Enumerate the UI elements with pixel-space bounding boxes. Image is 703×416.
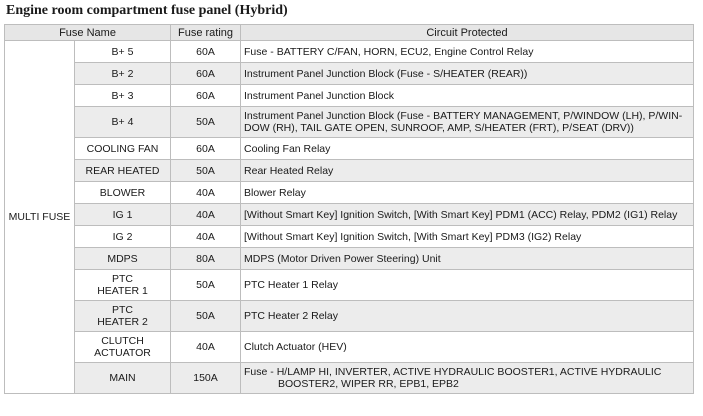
table-row <box>5 301 694 332</box>
fuse-rating-cell: 60A <box>171 63 241 85</box>
table-row <box>5 270 694 301</box>
circuit-protected-cell <box>241 226 694 248</box>
fuse-name-cell <box>75 63 171 85</box>
fuse-name-cell <box>75 138 171 160</box>
table-body <box>5 41 694 394</box>
circuit-line: [Without Smart Key] Ignition Switch, [With Smart Key] PDM1 (ACC) Relay, PDM2 (IG1) Relay <box>244 208 678 221</box>
circuit-line: BOOSTER2, WIPER RR, EPB1, EPB2 <box>278 378 459 390</box>
fuse-name-line: B+ 2 <box>111 67 134 80</box>
table-row <box>5 63 694 85</box>
table-row <box>5 182 694 204</box>
circuit-protected-cell <box>241 270 694 301</box>
circuit-protected-cell <box>241 160 694 182</box>
fuse-name-cell <box>75 204 171 226</box>
fuse-name-line: MDPS <box>107 252 138 265</box>
fuse-name-cell <box>75 182 171 204</box>
fuse-rating-cell: 60A <box>171 138 241 160</box>
circuit-protected-cell <box>241 107 694 138</box>
fuse-rating-cell: 40A <box>171 226 241 248</box>
fuse-name-cell <box>75 301 171 332</box>
fuse-name-cell <box>75 248 171 270</box>
circuit-line: Fuse - BATTERY C/FAN, HORN, ECU2, Engine Control Relay <box>244 45 534 58</box>
fuse-rating-cell: 80A <box>171 248 241 270</box>
group-label: MULTI FUSE <box>5 41 75 394</box>
circuit-line: PTC Heater 1 Relay <box>244 279 338 291</box>
circuit-protected-cell <box>241 63 694 85</box>
table-row <box>5 41 694 63</box>
fuse-name-line: HEATER 1 <box>97 285 148 297</box>
fuse-rating-cell: 50A <box>171 107 241 138</box>
table-row <box>5 204 694 226</box>
fuse-name-line: REAR HEATED <box>85 164 160 177</box>
circuit-line: Cooling Fan Relay <box>244 142 331 155</box>
page-title: Engine room compartment fuse panel (Hybrid) <box>6 3 288 18</box>
fuse-name-line: PTC <box>112 273 133 285</box>
fuse-name-line: MAIN <box>109 372 136 384</box>
circuit-line: Clutch Actuator (HEV) <box>244 341 347 353</box>
table-row <box>5 160 694 182</box>
table-row <box>5 138 694 160</box>
table-row <box>5 332 694 363</box>
fuse-name-cell <box>75 107 171 138</box>
circuit-line: Instrument Panel Junction Block (Fuse - BATTERY MANAGEMENT, P/WINDOW (LH), P/WIN- <box>244 110 683 122</box>
table-row <box>5 107 694 138</box>
fuse-name-line: PTC <box>112 304 133 316</box>
circuit-protected-cell <box>241 301 694 332</box>
fuse-name-line: B+ 4 <box>111 116 134 128</box>
circuit-protected-cell <box>241 41 694 63</box>
fuse-rating-cell: 40A <box>171 332 241 363</box>
circuit-line: Instrument Panel Junction Block (Fuse - S/HEATER (REAR)) <box>244 67 528 80</box>
fuse-name-line: IG 2 <box>112 230 133 243</box>
circuit-protected-cell <box>241 363 694 394</box>
table-row <box>5 248 694 270</box>
table-header-row <box>5 25 694 41</box>
circuit-protected-cell <box>241 204 694 226</box>
fuse-name-cell <box>75 270 171 301</box>
fuse-rating-cell: 60A <box>171 85 241 107</box>
fuse-name-line: CLUTCH <box>101 335 144 347</box>
fuse-name-cell <box>75 85 171 107</box>
circuit-line: Blower Relay <box>244 186 306 199</box>
table-row <box>5 363 694 394</box>
fuse-name-cell <box>75 332 171 363</box>
circuit-protected-cell <box>241 85 694 107</box>
fuse-name-cell <box>75 226 171 248</box>
table-row <box>5 226 694 248</box>
fuse-rating-cell: 50A <box>171 301 241 332</box>
fuse-name-line: B+ 3 <box>111 89 134 102</box>
header-circuit-protected: Circuit Protected <box>241 25 694 41</box>
circuit-protected-cell <box>241 182 694 204</box>
fuse-rating-cell: 60A <box>171 41 241 63</box>
fuse-name-line: IG 1 <box>112 208 133 221</box>
fuse-rating-cell: 50A <box>171 160 241 182</box>
circuit-line: Rear Heated Relay <box>244 164 334 177</box>
circuit-line: DOW (RH), TAIL GATE OPEN, SUNROOF, AMP, S/HEATER (FRT), P/SEAT (DRV)) <box>244 122 634 134</box>
fuse-rating-cell: 40A <box>171 204 241 226</box>
fuse-name-line: COOLING FAN <box>86 142 159 155</box>
fuse-name-cell <box>75 363 171 394</box>
header-fuse-rating: Fuse rating <box>171 25 241 41</box>
fuse-table <box>4 24 694 394</box>
circuit-line: PTC Heater 2 Relay <box>244 310 338 322</box>
fuse-name-line: HEATER 2 <box>97 316 148 328</box>
fuse-rating-cell: 150A <box>171 363 241 394</box>
fuse-name-line: BLOWER <box>99 186 146 199</box>
fuse-rating-cell: 40A <box>171 182 241 204</box>
circuit-protected-cell <box>241 138 694 160</box>
fuse-name-cell <box>75 160 171 182</box>
fuse-name-line: ACTUATOR <box>94 347 151 359</box>
fuse-rating-cell: 50A <box>171 270 241 301</box>
circuit-line: MDPS (Motor Driven Power Steering) Unit <box>244 252 441 265</box>
circuit-line: Fuse - H/LAMP HI, INVERTER, ACTIVE HYDRAULIC BOOSTER1, ACTIVE HYDRAULIC <box>244 366 662 378</box>
table-row <box>5 85 694 107</box>
circuit-line: Instrument Panel Junction Block <box>244 89 395 102</box>
circuit-protected-cell <box>241 248 694 270</box>
circuit-line: [Without Smart Key] Ignition Switch, [With Smart Key] PDM3 (IG2) Relay <box>244 230 582 243</box>
fuse-name-line: B+ 5 <box>111 45 134 58</box>
fuse-name-cell <box>75 41 171 63</box>
header-fuse-name: Fuse Name <box>5 25 171 41</box>
circuit-protected-cell <box>241 332 694 363</box>
